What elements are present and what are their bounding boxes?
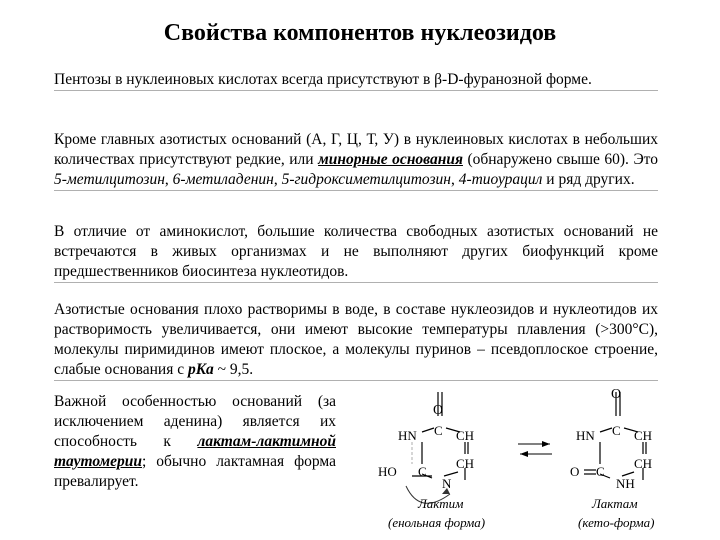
lactam-o-top-label: O <box>611 387 622 402</box>
lactim-caption: Лактим <box>418 496 464 511</box>
lactim-n-label: N <box>442 476 452 491</box>
text-segment: и ряд других. <box>542 171 635 188</box>
lactim-caption-form: (енольная форма) <box>388 515 486 530</box>
lactam-caption-form: (кето-форма) <box>578 515 655 530</box>
lactam-c-bottom-label: C <box>596 464 605 479</box>
tautomer-svg <box>370 384 690 534</box>
paragraph-tautomerism <box>54 392 336 492</box>
equilibrium-arrows <box>518 441 552 457</box>
text-segment: (обнаружено свыше 60). Это <box>462 151 658 168</box>
term-6-methyladenine: 6-метиладенин <box>172 171 274 188</box>
lactam-c-top-label: C <box>612 423 621 438</box>
term-5-hydroxymethylcytosine: 5-гидроксиметилцитозин <box>281 171 451 188</box>
term-minor-bases: минорные основания <box>318 151 463 168</box>
lactam-nh-label: NH <box>616 476 635 491</box>
lactim-ch2-label: CH <box>456 456 475 471</box>
lactim-ho-label: HO <box>378 464 397 479</box>
page-title: Свойства компонентов нуклеозидов <box>163 20 557 46</box>
lactim-o-label: O <box>433 403 444 418</box>
text-segment: , <box>273 171 282 188</box>
paragraph-minor-bases <box>54 130 658 191</box>
paragraph-free-bases: В отличие от аминокислот, большие количества свободных азотистых оснований не встречаются в живых организмах и не выполняют других биофункций кроме предшественников биосинтеза нуклеотидов. <box>54 222 658 283</box>
term-pka: pKa <box>187 361 214 378</box>
lactam-o-left-label: O <box>570 464 580 479</box>
text-segment: Азотистые основания плохо растворимы в воде, в составе нуклеозидов и нуклеотидов их растворимость увеличивается, они имеют высокие температуры плавления (>300°С), молекулы пиримидинов имеют плоское, а молекулы пуринов – псевдоплоское строение, слабые основания с <box>54 301 658 378</box>
text-segment: Кроме главных азотистых оснований (А, Г, Ц, Т, У) в нуклеиновых кислотах в небольших количествах присутствуют редкие, или <box>54 131 658 168</box>
lactam-hn-label: HN <box>576 428 595 443</box>
text-segment: , <box>450 171 459 188</box>
term-lactam-lactim-tautomerism: лактам-лактимной таутомерии <box>54 433 336 470</box>
lactim-c-top-label: C <box>434 423 443 438</box>
lactam-ch2-label: CH <box>634 456 653 471</box>
lactam-ch1-label: CH <box>634 428 653 443</box>
paragraph-solubility <box>54 300 658 381</box>
term-5-methylcytosine: 5-метилцитозин <box>54 171 165 188</box>
text-segment: ; обычно лактамная форма превалирует. <box>54 453 336 490</box>
text-segment: ~ 9,5. <box>213 361 254 378</box>
lactim-c-bottom-label: C <box>418 464 427 479</box>
text-segment: , <box>164 171 173 188</box>
tautomer-diagram <box>370 384 690 534</box>
text-segment: Важной особенностью оснований (за исключением аденина) является их способность к <box>54 393 336 450</box>
paragraph-pentoses: Пентозы в нуклеиновых кислотах всегда присутствуют в β-D-фуранозной форме. <box>54 70 658 91</box>
term-4-thiouracil: 4-тиоурацил <box>458 171 543 188</box>
lactim-ch1-label: CH <box>456 428 475 443</box>
lactam-caption: Лактам <box>592 496 638 511</box>
lactim-hn-label: HN <box>398 428 417 443</box>
